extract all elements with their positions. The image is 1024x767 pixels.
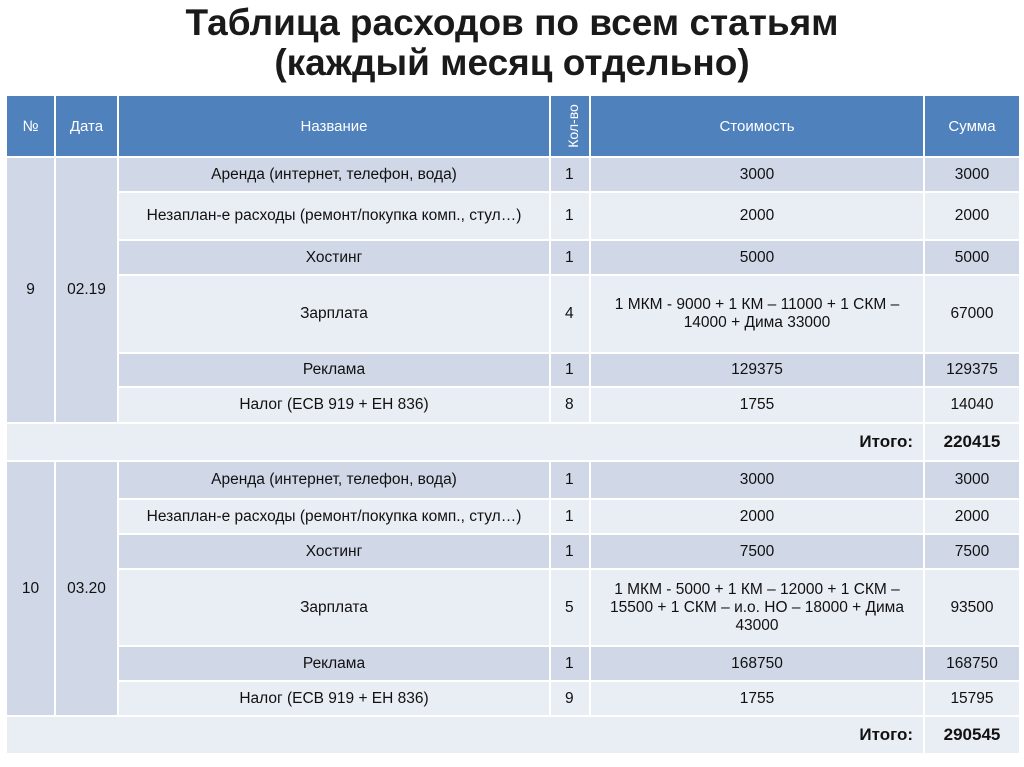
row-name: Зарплата <box>118 275 550 353</box>
table-row <box>6 646 1020 681</box>
table-row <box>6 681 1020 716</box>
row-qty: 1 <box>550 499 590 534</box>
row-sum: 129375 <box>924 353 1020 387</box>
table-row <box>6 192 1020 240</box>
group-num: 10 <box>6 461 55 716</box>
row-qty: 8 <box>550 387 590 423</box>
table-row <box>6 353 1020 387</box>
header-cost: Стоимость <box>590 95 924 157</box>
table-row <box>6 157 1020 192</box>
group-date: 02.19 <box>55 157 118 423</box>
total-label: Итого: <box>6 716 924 754</box>
row-cost: 129375 <box>590 353 924 387</box>
table-header-row <box>6 95 1020 157</box>
total-value: 220415 <box>924 423 1020 461</box>
row-cost: 7500 <box>590 534 924 569</box>
row-qty: 1 <box>550 240 590 275</box>
row-sum: 2000 <box>924 499 1020 534</box>
row-cost: 3000 <box>590 157 924 192</box>
row-qty: 5 <box>550 569 590 646</box>
row-name: Незаплан-е расходы (ремонт/покупка комп., стул…) <box>118 499 550 534</box>
row-sum: 15795 <box>924 681 1020 716</box>
row-cost: 1755 <box>590 387 924 423</box>
row-name: Налог (ЕСВ 919 + ЕН 836) <box>118 387 550 423</box>
row-qty: 1 <box>550 461 590 499</box>
row-sum: 14040 <box>924 387 1020 423</box>
title-line-1: Таблица расходов по всем статьям <box>185 2 839 43</box>
row-qty: 1 <box>550 192 590 240</box>
table-row <box>6 275 1020 353</box>
table-row <box>6 387 1020 423</box>
group-date: 03.20 <box>55 461 118 716</box>
row-name: Хостинг <box>118 240 550 275</box>
header-sum: Сумма <box>924 95 1020 157</box>
row-cost: 2000 <box>590 499 924 534</box>
row-qty: 1 <box>550 646 590 681</box>
expenses-table <box>5 94 1021 755</box>
table-row <box>6 499 1020 534</box>
row-cost: 168750 <box>590 646 924 681</box>
total-label: Итого: <box>6 423 924 461</box>
row-sum: 7500 <box>924 534 1020 569</box>
row-sum: 168750 <box>924 646 1020 681</box>
table-row <box>6 569 1020 646</box>
row-name: Налог (ЕСВ 919 + ЕН 836) <box>118 681 550 716</box>
group-num: 9 <box>6 157 55 423</box>
header-num: № <box>6 95 55 157</box>
header-qty-label: Кол-во <box>564 103 581 148</box>
header-qty <box>550 95 590 157</box>
row-name: Аренда (интернет, телефон, вода) <box>118 461 550 499</box>
table-row <box>6 534 1020 569</box>
row-qty: 1 <box>550 157 590 192</box>
row-name: Хостинг <box>118 534 550 569</box>
row-name: Реклама <box>118 353 550 387</box>
total-row <box>6 423 1020 461</box>
row-qty: 9 <box>550 681 590 716</box>
row-cost: 1755 <box>590 681 924 716</box>
page-title <box>0 0 1024 92</box>
row-sum: 93500 <box>924 569 1020 646</box>
row-qty: 1 <box>550 353 590 387</box>
total-value: 290545 <box>924 716 1020 754</box>
row-cost: 1 МКМ - 9000 + 1 КМ – 11000 + 1 СКМ – 14000 + Дима 33000 <box>590 275 924 353</box>
row-sum: 2000 <box>924 192 1020 240</box>
row-cost: 5000 <box>590 240 924 275</box>
header-date: Дата <box>55 95 118 157</box>
total-row <box>6 716 1020 754</box>
row-cost: 3000 <box>590 461 924 499</box>
row-name: Реклама <box>118 646 550 681</box>
row-sum: 3000 <box>924 157 1020 192</box>
row-name: Аренда (интернет, телефон, вода) <box>118 157 550 192</box>
header-name: Название <box>118 95 550 157</box>
row-sum: 5000 <box>924 240 1020 275</box>
row-sum: 67000 <box>924 275 1020 353</box>
row-cost: 1 МКМ - 5000 + 1 КМ – 12000 + 1 СКМ – 15500 + 1 СКМ – и.о. НО – 18000 + Дима 43000 <box>590 569 924 646</box>
title-line-2: (каждый месяц отдельно) <box>274 42 750 83</box>
row-name: Зарплата <box>118 569 550 646</box>
table-row <box>6 461 1020 499</box>
table-row <box>6 240 1020 275</box>
row-cost: 2000 <box>590 192 924 240</box>
row-qty: 4 <box>550 275 590 353</box>
row-qty: 1 <box>550 534 590 569</box>
row-sum: 3000 <box>924 461 1020 499</box>
row-name: Незаплан-е расходы (ремонт/покупка комп., стул…) <box>118 192 550 240</box>
